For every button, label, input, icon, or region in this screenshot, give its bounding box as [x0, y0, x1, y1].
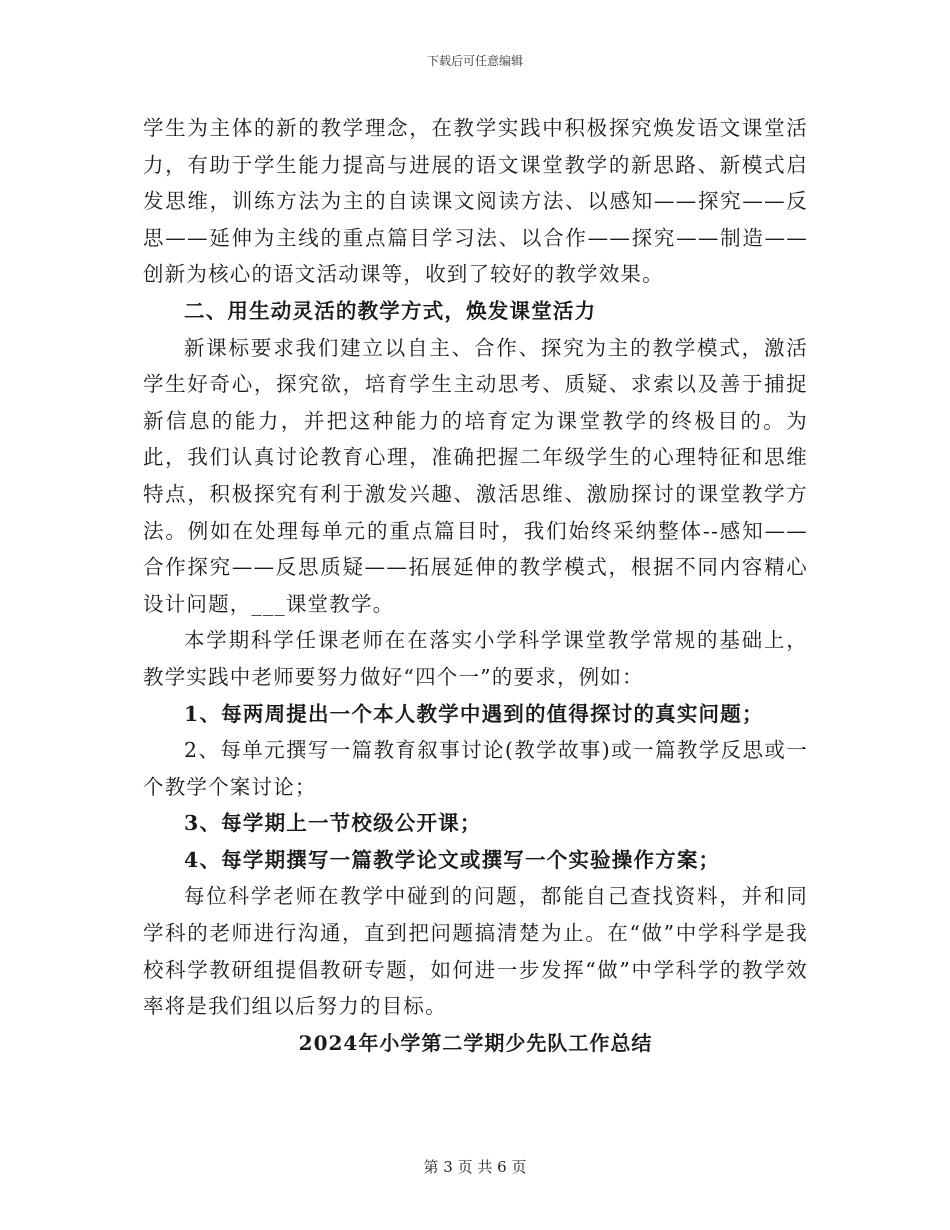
- document-body: [143, 110, 808, 1061]
- paragraph-1: 学生为主体的新的教学理念，在教学实践中积极探究焕发语文课堂活力，有助于学生能力提高与进展的语文课堂教学的新思路、新模式启发思维，训练方法为主的自读课文阅读方法、以感知——探究——反思——延伸为主线的重点篇目学习法、以合作——探究——制造——创新为核心的语文活动课等，收到了较好的教学效果。: [143, 116, 808, 287]
- list-item-1: 1、每两周提出一个本人教学中遇到的值得探讨的真实问题；: [184, 701, 764, 726]
- paragraph-4: 每位科学老师在教学中碰到的问题，都能自己查找资料，并和同学科的老师进行沟通，直到把问题搞清楚为止。在“做”中学科学是我校科学教研组提倡教研专题，如何进一步发挥“做”中学科学的教学效率将是我们组以后努力的目标。: [143, 884, 808, 1019]
- section-heading-2: 二、用生动灵活的教学方式，焕发课堂活力: [184, 298, 597, 323]
- page-number: 第 3 页 共 6 页: [423, 1158, 527, 1176]
- paragraph-3: 本学期科学任课老师在在落实小学科学课堂教学常规的基础上，教学实践中老师要努力做好“四个一”的要求，例如：: [143, 628, 808, 689]
- paragraph-2: 新课标要求我们建立以自主、合作、探究为主的教学模式，激活学生好奇心，探究欲，培育学生主动思考、质疑、求索以及善于捕捉新信息的能力，并把这种能力的培育定为课堂教学的终极目的。为此，我们认真讨论教育心理，准确把握二年级学生的心理特征和思维特点，积极探究有利于激发兴趣、激活思维、激励探讨的课堂教学方法。例如在处理每单元的重点篇目时，我们始终采纳整体--感知——合作探究——反思质疑——拓展延伸的教学模式，根据不同内容精心设计问题，___课堂教学。: [143, 335, 808, 616]
- list-item-2: 2、每单元撰写一篇教育叙事讨论(教学故事)或一篇教学反思或一个教学个案讨论；: [143, 738, 808, 799]
- list-item-4: 4、每学期撰写一篇教学论文或撰写一个实验操作方案；: [184, 847, 721, 872]
- page-header: 下载后可任意编辑: [426, 54, 523, 68]
- section-title: 2024年小学第二学期少先队工作总结: [298, 1030, 653, 1055]
- list-item-3: 3、每学期上一节校级公开课；: [184, 811, 482, 836]
